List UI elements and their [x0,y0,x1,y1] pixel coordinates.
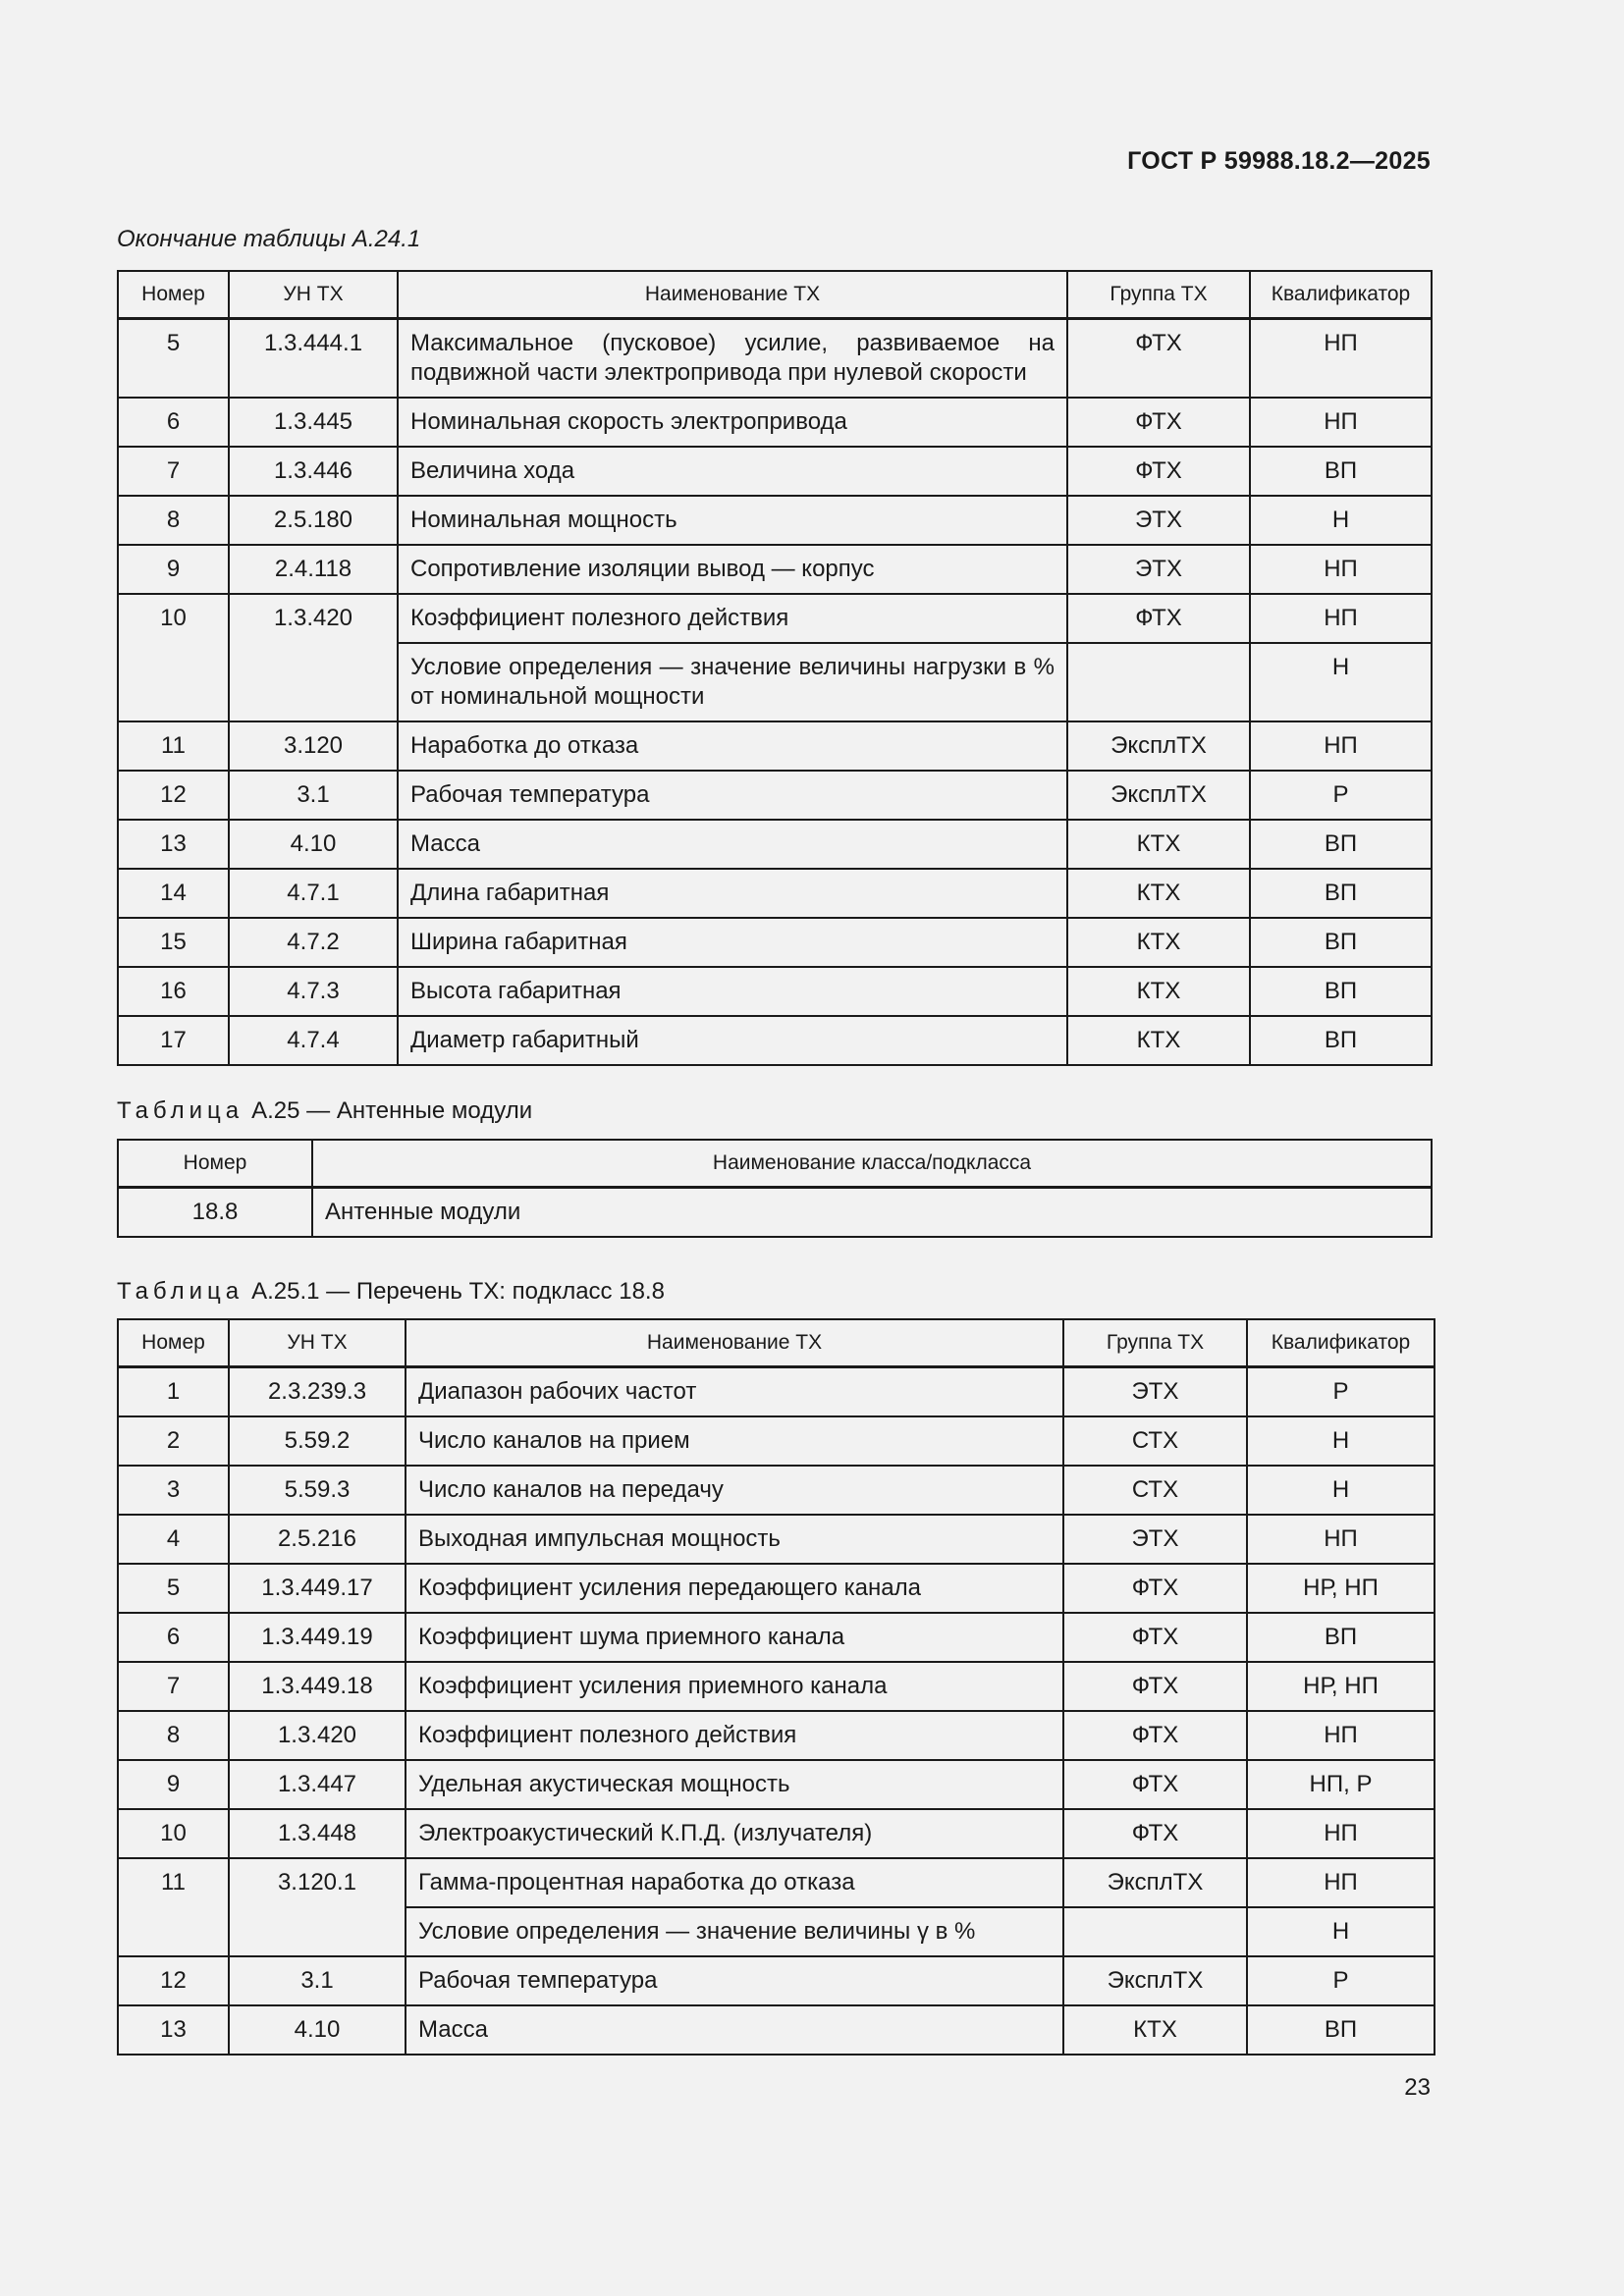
cell-code: 2.5.180 [229,496,398,545]
cell-qualifier: НП [1250,398,1432,447]
table3-caption-word: Таблица [117,1278,244,1305]
cell-qualifier: ВП [1247,2005,1435,2055]
cell-name: Коэффициент шума приемного канала [406,1613,1063,1662]
cell-code: 1.3.420 [229,1711,406,1760]
cell-code: 2.3.239.3 [229,1367,406,1417]
cell-group: КТХ [1067,869,1250,918]
cell-name: Число каналов на прием [406,1416,1063,1466]
cell-code: 4.10 [229,820,398,869]
cell-group: ЭТХ [1067,545,1250,594]
col-header-qualifier: Квалификатор [1250,271,1432,319]
table-row [118,1016,1432,1065]
cell-number: 6 [118,1613,229,1662]
cell-code: 2.4.118 [229,545,398,594]
cell-class-name: Антенные модули [312,1188,1432,1238]
cell-code: 1.3.446 [229,447,398,496]
cell-number: 13 [118,820,229,869]
table-row [118,1188,1432,1238]
cell-number: 14 [118,869,229,918]
cell-group: ФТХ [1063,1711,1247,1760]
cell-group: ФТХ [1063,1760,1247,1809]
cell-number: 5 [118,1564,229,1613]
cell-code: 4.7.1 [229,869,398,918]
cell-code: 1.3.420 [229,594,398,721]
cell-number: 7 [118,1662,229,1711]
cell-name: Рабочая температура [406,1956,1063,2005]
table-row [118,545,1432,594]
cell-qualifier: Н [1250,643,1432,721]
table-row [118,1466,1435,1515]
cell-code: 1.3.445 [229,398,398,447]
cell-code: 1.3.449.18 [229,1662,406,1711]
cell-qualifier: Р [1250,771,1432,820]
cell-name: Масса [398,820,1067,869]
table-row [118,820,1432,869]
cell-name: Условие определения — значение величины нагрузки в % от номинальной мощности [398,643,1067,721]
table-row [118,721,1432,771]
col-header-qualifier: Квалификатор [1247,1319,1435,1367]
cell-number: 10 [118,1809,229,1858]
cell-name: Длина габаритная [398,869,1067,918]
cell-number: 4 [118,1515,229,1564]
document-designation: ГОСТ Р 59988.18.2—2025 [1127,147,1431,175]
cell-name: Высота габаритная [398,967,1067,1016]
cell-qualifier: НП [1250,594,1432,643]
cell-name: Число каналов на передачу [406,1466,1063,1515]
table1-caption: Окончание таблицы А.24.1 [117,226,421,252]
cell-group: ФТХ [1063,1809,1247,1858]
table-row [118,1711,1435,1760]
cell-name: Ширина габаритная [398,918,1067,967]
cell-number: 11 [118,1858,229,1956]
col-header-number: Номер [118,271,229,319]
cell-group: КТХ [1067,820,1250,869]
table-row [118,1367,1435,1417]
cell-number: 11 [118,721,229,771]
table-row [118,1613,1435,1662]
cell-number: 18.8 [118,1188,312,1238]
cell-group: ЭксплТХ [1067,771,1250,820]
cell-name: Номинальная мощность [398,496,1067,545]
cell-qualifier: ВП [1250,967,1432,1016]
cell-code: 1.3.448 [229,1809,406,1858]
cell-group: ФТХ [1063,1564,1247,1613]
cell-number: 7 [118,447,229,496]
cell-code: 1.3.449.19 [229,1613,406,1662]
cell-qualifier: Н [1247,1466,1435,1515]
cell-code: 1.3.444.1 [229,319,398,399]
cell-name: Коэффициент усиления приемного канала [406,1662,1063,1711]
table-row [118,1515,1435,1564]
cell-number: 8 [118,496,229,545]
table-row [118,869,1432,918]
table3-caption-title: А.25.1 — Перечень ТХ: подкласс 18.8 [251,1278,665,1305]
cell-name: Диапазон рабочих частот [406,1367,1063,1417]
col-header-number: Номер [118,1319,229,1367]
cell-name: Максимальное (пусковое) усилие, развиваемое на подвижной части электропривода при нулевой скорости [398,319,1067,399]
cell-group: ФТХ [1067,398,1250,447]
cell-qualifier: ВП [1250,1016,1432,1065]
cell-name: Условие определения — значение величины γ в % [406,1907,1063,1956]
cell-group: КТХ [1067,918,1250,967]
cell-number: 10 [118,594,229,721]
table-row [118,319,1432,399]
cell-number: 1 [118,1367,229,1417]
cell-name: Масса [406,2005,1063,2055]
cell-qualifier: Р [1247,1956,1435,2005]
cell-name: Удельная акустическая мощность [406,1760,1063,1809]
cell-code: 3.1 [229,771,398,820]
table-header-row [118,271,1432,319]
cell-code: 3.1 [229,1956,406,2005]
cell-number: 8 [118,1711,229,1760]
cell-qualifier: НП [1247,1809,1435,1858]
cell-group: ЭТХ [1063,1515,1247,1564]
cell-qualifier: НП [1250,721,1432,771]
col-header-number: Номер [118,1140,312,1188]
cell-qualifier: ВП [1250,447,1432,496]
cell-name: Величина хода [398,447,1067,496]
cell-group: ФТХ [1067,319,1250,399]
table-row [118,1809,1435,1858]
cell-name: Сопротивление изоляции вывод — корпус [398,545,1067,594]
cell-number: 9 [118,1760,229,1809]
col-header-code: УН ТХ [229,271,398,319]
cell-name: Коэффициент усиления передающего канала [406,1564,1063,1613]
cell-code: 4.7.2 [229,918,398,967]
cell-group: ЭксплТХ [1067,721,1250,771]
cell-group: СТХ [1063,1416,1247,1466]
col-header-name: Наименование ТХ [398,271,1067,319]
table-row [118,1760,1435,1809]
cell-qualifier: НР, НП [1247,1564,1435,1613]
cell-name: Электроакустический К.П.Д. (излучателя) [406,1809,1063,1858]
page-number: 23 [1404,2074,1431,2101]
cell-group: ФТХ [1067,594,1250,643]
cell-number: 15 [118,918,229,967]
cell-qualifier: НП [1250,319,1432,399]
cell-group: ЭксплТХ [1063,1956,1247,2005]
cell-name: Гамма-процентная наработка до отказа [406,1858,1063,1907]
cell-qualifier: ВП [1247,1613,1435,1662]
cell-name: Номинальная скорость электропривода [398,398,1067,447]
cell-number: 6 [118,398,229,447]
cell-group: ФТХ [1067,447,1250,496]
cell-number: 2 [118,1416,229,1466]
cell-group: КТХ [1067,967,1250,1016]
cell-name: Коэффициент полезного действия [398,594,1067,643]
cell-name: Рабочая температура [398,771,1067,820]
col-header-class-name: Наименование класса/подкласса [312,1140,1432,1188]
cell-qualifier: НП [1247,1515,1435,1564]
cell-number: 12 [118,1956,229,2005]
table2-caption-word: Таблица [117,1097,244,1124]
cell-group: КТХ [1063,2005,1247,2055]
col-header-name: Наименование ТХ [406,1319,1063,1367]
cell-code: 3.120 [229,721,398,771]
cell-name: Наработка до отказа [398,721,1067,771]
cell-qualifier: ВП [1250,918,1432,967]
cell-qualifier: НР, НП [1247,1662,1435,1711]
cell-qualifier: НП [1247,1858,1435,1907]
table-row [118,1564,1435,1613]
cell-qualifier: НП [1250,545,1432,594]
col-header-group: Группа ТХ [1063,1319,1247,1367]
cell-name: Коэффициент полезного действия [406,1711,1063,1760]
cell-code: 4.10 [229,2005,406,2055]
table-row [118,1662,1435,1711]
cell-code: 5.59.2 [229,1416,406,1466]
table3-caption [117,1278,665,1306]
cell-qualifier: ВП [1250,820,1432,869]
cell-number: 9 [118,545,229,594]
table-header-row [118,1140,1432,1188]
cell-qualifier: Н [1250,496,1432,545]
cell-group: ЭТХ [1063,1367,1247,1417]
cell-group: ФТХ [1063,1662,1247,1711]
cell-code: 1.3.449.17 [229,1564,406,1613]
cell-group [1067,643,1250,721]
table-row [118,447,1432,496]
cell-qualifier: ВП [1250,869,1432,918]
cell-qualifier: НП, Р [1247,1760,1435,1809]
table-row [118,1416,1435,1466]
table-row [118,496,1432,545]
cell-code: 5.59.3 [229,1466,406,1515]
table-row [118,918,1432,967]
cell-code: 4.7.4 [229,1016,398,1065]
cell-group: ФТХ [1063,1613,1247,1662]
table2-caption [117,1097,532,1125]
table-a24-1 [117,270,1433,1066]
table-header-row [118,1319,1435,1367]
cell-group: КТХ [1067,1016,1250,1065]
cell-code: 4.7.3 [229,967,398,1016]
cell-group: СТХ [1063,1466,1247,1515]
table-row [118,967,1432,1016]
cell-number: 17 [118,1016,229,1065]
cell-number: 13 [118,2005,229,2055]
table-row [118,2005,1435,2055]
table-row [118,1956,1435,2005]
cell-qualifier: Н [1247,1416,1435,1466]
table2-caption-title: А.25 — Антенные модули [251,1097,533,1124]
cell-number: 12 [118,771,229,820]
table-a25 [117,1139,1433,1238]
col-header-group: Группа ТХ [1067,271,1250,319]
table-row [118,398,1432,447]
cell-qualifier: НП [1247,1711,1435,1760]
cell-qualifier: Н [1247,1907,1435,1956]
table-a25-1 [117,1318,1435,2056]
col-header-code: УН ТХ [229,1319,406,1367]
cell-name: Выходная импульсная мощность [406,1515,1063,1564]
cell-group [1063,1907,1247,1956]
cell-qualifier: Р [1247,1367,1435,1417]
cell-number: 3 [118,1466,229,1515]
cell-number: 16 [118,967,229,1016]
cell-code: 1.3.447 [229,1760,406,1809]
cell-name: Диаметр габаритный [398,1016,1067,1065]
cell-code: 3.120.1 [229,1858,406,1956]
cell-code: 2.5.216 [229,1515,406,1564]
table-row [118,594,1432,643]
cell-number: 5 [118,319,229,399]
cell-group: ЭксплТХ [1063,1858,1247,1907]
cell-group: ЭТХ [1067,496,1250,545]
table-row [118,771,1432,820]
table-row [118,1858,1435,1907]
